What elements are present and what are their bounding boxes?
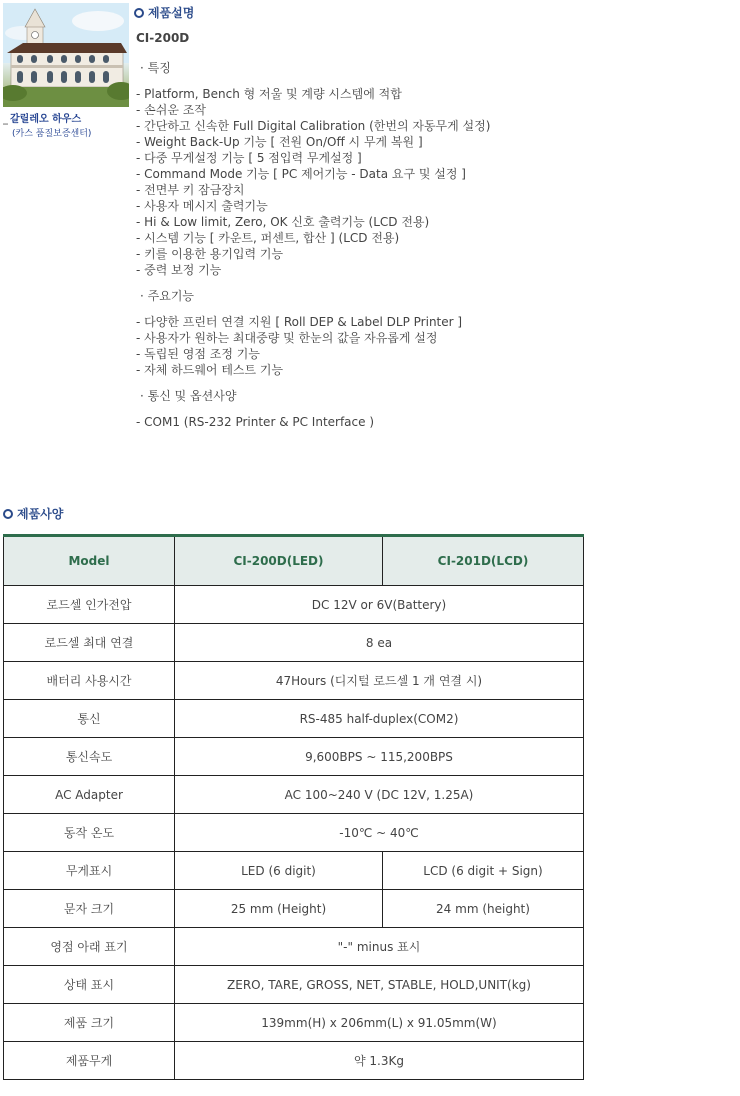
features-title: 특징 [147,61,171,75]
list-item: - 다중 무게설정 기능 [ 5 점입력 무게설정 ] [136,151,362,165]
row-value: 약 1.3Kg [175,1042,584,1080]
galileo-house-image [3,3,129,107]
table-row [4,1042,584,1080]
row-label: 무게표시 [4,852,175,890]
list-item: - 간단하고 신속한 Full Digital Calibration (한번의 자동무게 설정) [136,119,491,133]
caption-title: 갈릴레오 하우스 [10,114,82,125]
row-value-lcd: LCD (6 digit + Sign) [383,852,584,890]
model-name: CI-200D [136,31,190,45]
header-ci-200d: CI-200D(LED) [175,536,383,586]
circle-bullet-icon [134,8,144,18]
list-item: - Platform, Bench 형 저울 및 계량 시스템에 적합 [136,87,402,101]
row-value: 8 ea [175,624,584,662]
list-item: - 중력 보정 기능 [136,263,222,277]
list-item: - 사용자 메시지 출력기능 [136,199,268,213]
row-label: 통신속도 [4,738,175,776]
house-illustration [3,3,129,107]
list-item: - Weight Back-Up 기능 [ 전원 On/Off 시 무게 복원 ] [136,135,423,149]
row-label: 제품 크기 [4,1004,175,1042]
comm-options-list [136,414,726,430]
image-caption: _ 갈릴레오 하우스 (카스 품질보증센터) [3,110,131,139]
list-item: - Hi & Low limit, Zero, OK 신호 출력기능 (LCD 전용) [136,215,430,229]
table-row [4,776,584,814]
list-item: - 전면부 키 잠금장치 [136,183,245,197]
row-value: 139mm(H) x 206mm(L) x 91.05mm(W) [175,1004,584,1042]
features-list [136,86,726,278]
row-value: "-" minus 표시 [175,928,584,966]
circle-bullet-icon [3,509,13,519]
header-model: Model [4,536,175,586]
product-description-title: 제품설명 [148,6,195,20]
row-value-led: 25 mm (Height) [175,890,383,928]
row-label: 통신 [4,700,175,738]
table-row [4,852,584,890]
row-value-led: LED (6 digit) [175,852,383,890]
product-spec-title: 제품사양 [17,507,64,521]
list-item: - 사용자가 원하는 최대중량 및 한눈의 값을 자유롭게 설정 [136,331,438,345]
product-description-heading [134,4,194,21]
table-row [4,1004,584,1042]
table-row [4,928,584,966]
main-functions-title: 주요기능 [147,289,195,303]
list-item: - Command Mode 기능 [ PC 제어기능 - Data 요구 및 설정 ] [136,167,466,181]
product-spec-heading [3,505,63,522]
row-value-lcd: 24 mm (height) [383,890,584,928]
row-value: -10℃ ~ 40℃ [175,814,584,852]
row-value: DC 12V or 6V(Battery) [175,586,584,624]
product-description [136,30,726,430]
table-row [4,700,584,738]
comm-options-title: 통신 및 옵션사양 [147,389,237,403]
main-functions-heading: · 주요기능 [140,289,195,303]
list-item: - 독립된 영점 조정 기능 [136,347,260,361]
table-row [4,966,584,1004]
list-item: - 손쉬운 조작 [136,103,206,117]
row-label: 문자 크기 [4,890,175,928]
row-label: 상태 표시 [4,966,175,1004]
list-item: - 다양한 프린터 연결 지원 [ Roll DEP & Label DLP Printer ] [136,315,463,329]
row-label: 로드셀 최대 연결 [4,624,175,662]
row-value: ZERO, TARE, GROSS, NET, STABLE, HOLD,UNIT(kg) [175,966,584,1004]
comm-options-heading: · 통신 및 옵션사양 [140,389,237,403]
table-row [4,586,584,624]
caption-subtitle: (카스 품질보증센터) [12,129,92,139]
list-item: - 시스템 기능 [ 카운트, 퍼센트, 합산 ] (LCD 전용) [136,231,400,245]
row-label: 영점 아래 표기 [4,928,175,966]
row-label: 배터리 사용시간 [4,662,175,700]
main-functions-list [136,314,726,378]
row-value: AC 100~240 V (DC 12V, 1.25A) [175,776,584,814]
row-value: 9,600BPS ~ 115,200BPS [175,738,584,776]
spec-header-row [4,536,584,586]
spec-table [3,534,584,1080]
row-label: 로드셀 인가전압 [4,586,175,624]
row-value: RS-485 half-duplex(COM2) [175,700,584,738]
list-item: - 키를 이용한 용기입력 기능 [136,247,284,261]
features-heading: · 특징 [140,61,171,75]
table-row [4,662,584,700]
row-label: AC Adapter [4,776,175,814]
table-row [4,814,584,852]
list-item: - 자체 하드웨어 테스트 기능 [136,363,284,377]
table-row [4,624,584,662]
header-ci-201d: CI-201D(LCD) [383,536,584,586]
table-row [4,738,584,776]
row-label: 제품무게 [4,1042,175,1080]
row-value: 47Hours (디지털 로드셀 1 개 연결 시) [175,662,584,700]
table-row [4,890,584,928]
row-label: 동작 온도 [4,814,175,852]
list-item: - COM1 (RS-232 Printer & PC Interface ) [136,415,375,429]
